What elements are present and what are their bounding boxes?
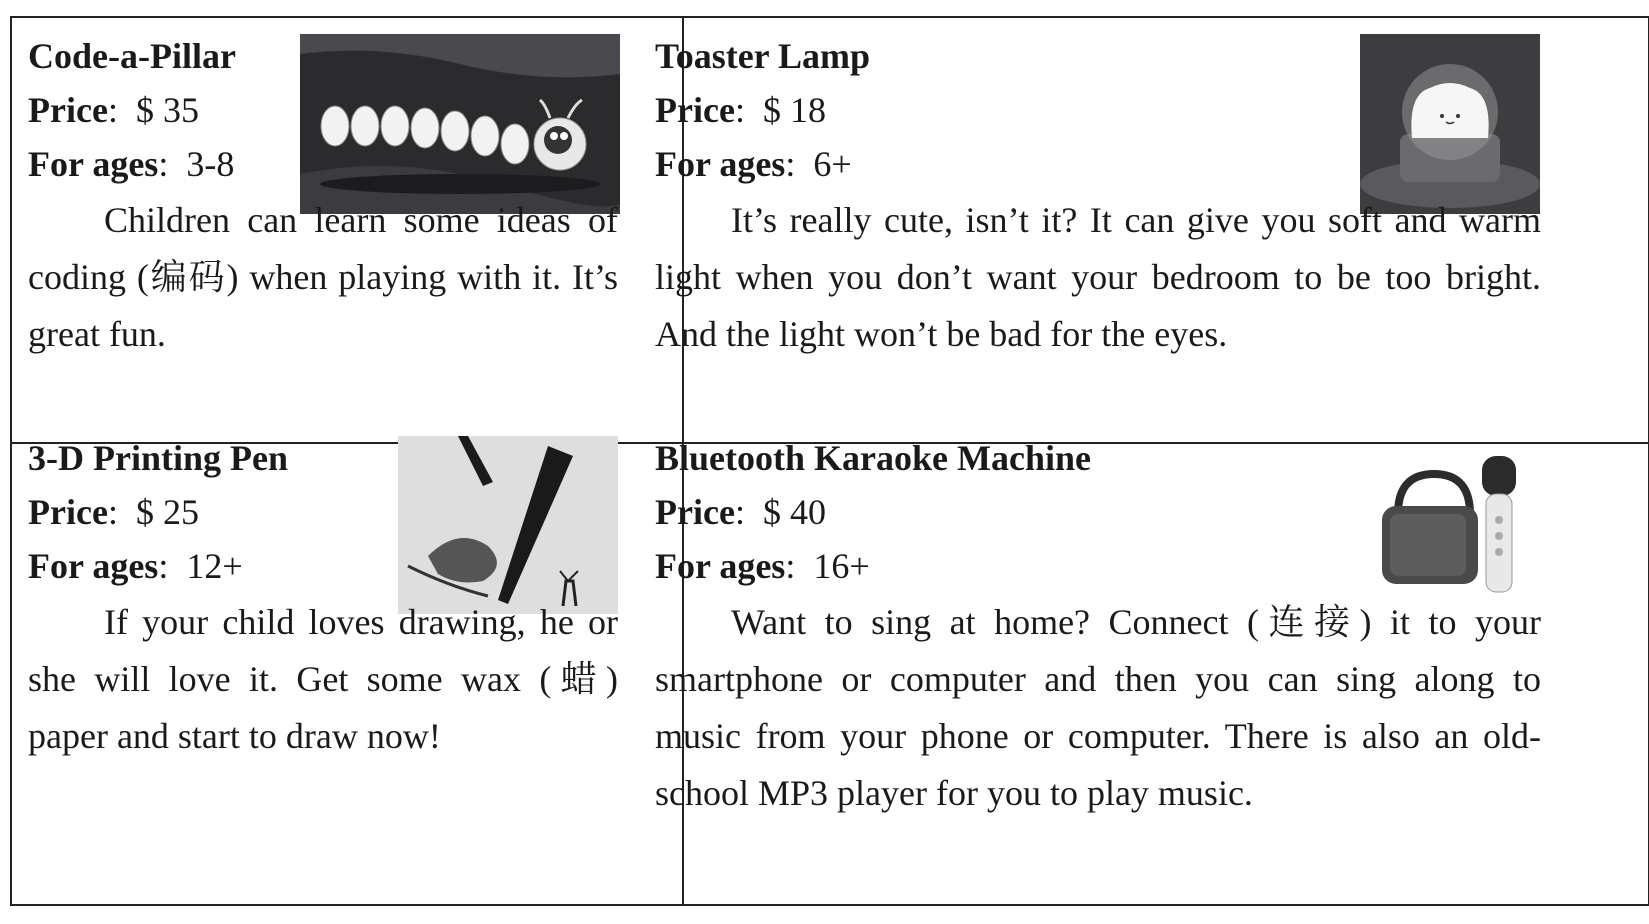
ages-row xyxy=(28,146,234,182)
ages-value: 16+ xyxy=(813,546,870,586)
ages-separator: : xyxy=(785,546,796,586)
price-label: Price xyxy=(655,90,735,130)
product-description xyxy=(28,594,618,765)
caterpillar-toy-photo xyxy=(300,34,620,214)
product-title: 3-D Printing Pen xyxy=(28,438,288,478)
description-text: It’s really cute, isn’t it? It can give you soft and warm light when you don’t want your bedroom to be too bright. And the light won’t be bad for the eyes. xyxy=(655,200,1541,354)
ages-separator: : xyxy=(158,144,169,184)
price-value: $ 40 xyxy=(762,492,826,532)
price-separator: : xyxy=(734,492,745,532)
description-text: Want to sing at home? Connect (连接) it to your smartphone or computer and then you can sing along to music from your phone or computer. There is also an old-school MP3 player for you to play music. xyxy=(655,602,1541,813)
ages-label: For ages xyxy=(28,546,159,586)
ages-value: 6+ xyxy=(813,144,852,184)
product-title: Toaster Lamp xyxy=(655,36,871,76)
ages-label: For ages xyxy=(655,144,786,184)
ages-label: For ages xyxy=(28,144,159,184)
3d-pen-photo xyxy=(398,436,618,614)
price-row xyxy=(655,92,826,128)
price-separator: : xyxy=(734,90,745,130)
price-row xyxy=(28,494,199,530)
price-row xyxy=(28,92,199,128)
price-label: Price xyxy=(28,90,108,130)
ages-row xyxy=(655,548,870,584)
price-separator: : xyxy=(107,492,118,532)
price-label: Price xyxy=(28,492,108,532)
price-separator: : xyxy=(107,90,118,130)
price-value: $ 25 xyxy=(135,492,199,532)
price-value: $ 35 xyxy=(135,90,199,130)
ages-row xyxy=(655,146,852,182)
ages-value: 3-8 xyxy=(186,144,235,184)
ages-separator: : xyxy=(158,546,169,586)
ages-label: For ages xyxy=(655,546,786,586)
description-text: Children can learn some ideas of coding (编码) when playing with it. It’s great fun. xyxy=(28,200,618,354)
product-title: Code-a-Pillar xyxy=(28,36,236,76)
price-label: Price xyxy=(655,492,735,532)
price-row xyxy=(655,494,826,530)
ages-row xyxy=(28,548,243,584)
product-title: Bluetooth Karaoke Machine xyxy=(655,438,1091,478)
karaoke-machine-photo xyxy=(1378,444,1528,600)
ages-separator: : xyxy=(785,144,796,184)
price-value: $ 18 xyxy=(762,90,826,130)
toaster-lamp-photo xyxy=(1360,34,1540,214)
product-description xyxy=(655,192,1541,363)
product-description xyxy=(28,192,618,363)
product-description xyxy=(655,594,1541,822)
ages-value: 12+ xyxy=(186,546,243,586)
description-text: If your child loves drawing, he or she will love it. Get some wax (蜡) paper and start to draw now! xyxy=(28,602,618,756)
